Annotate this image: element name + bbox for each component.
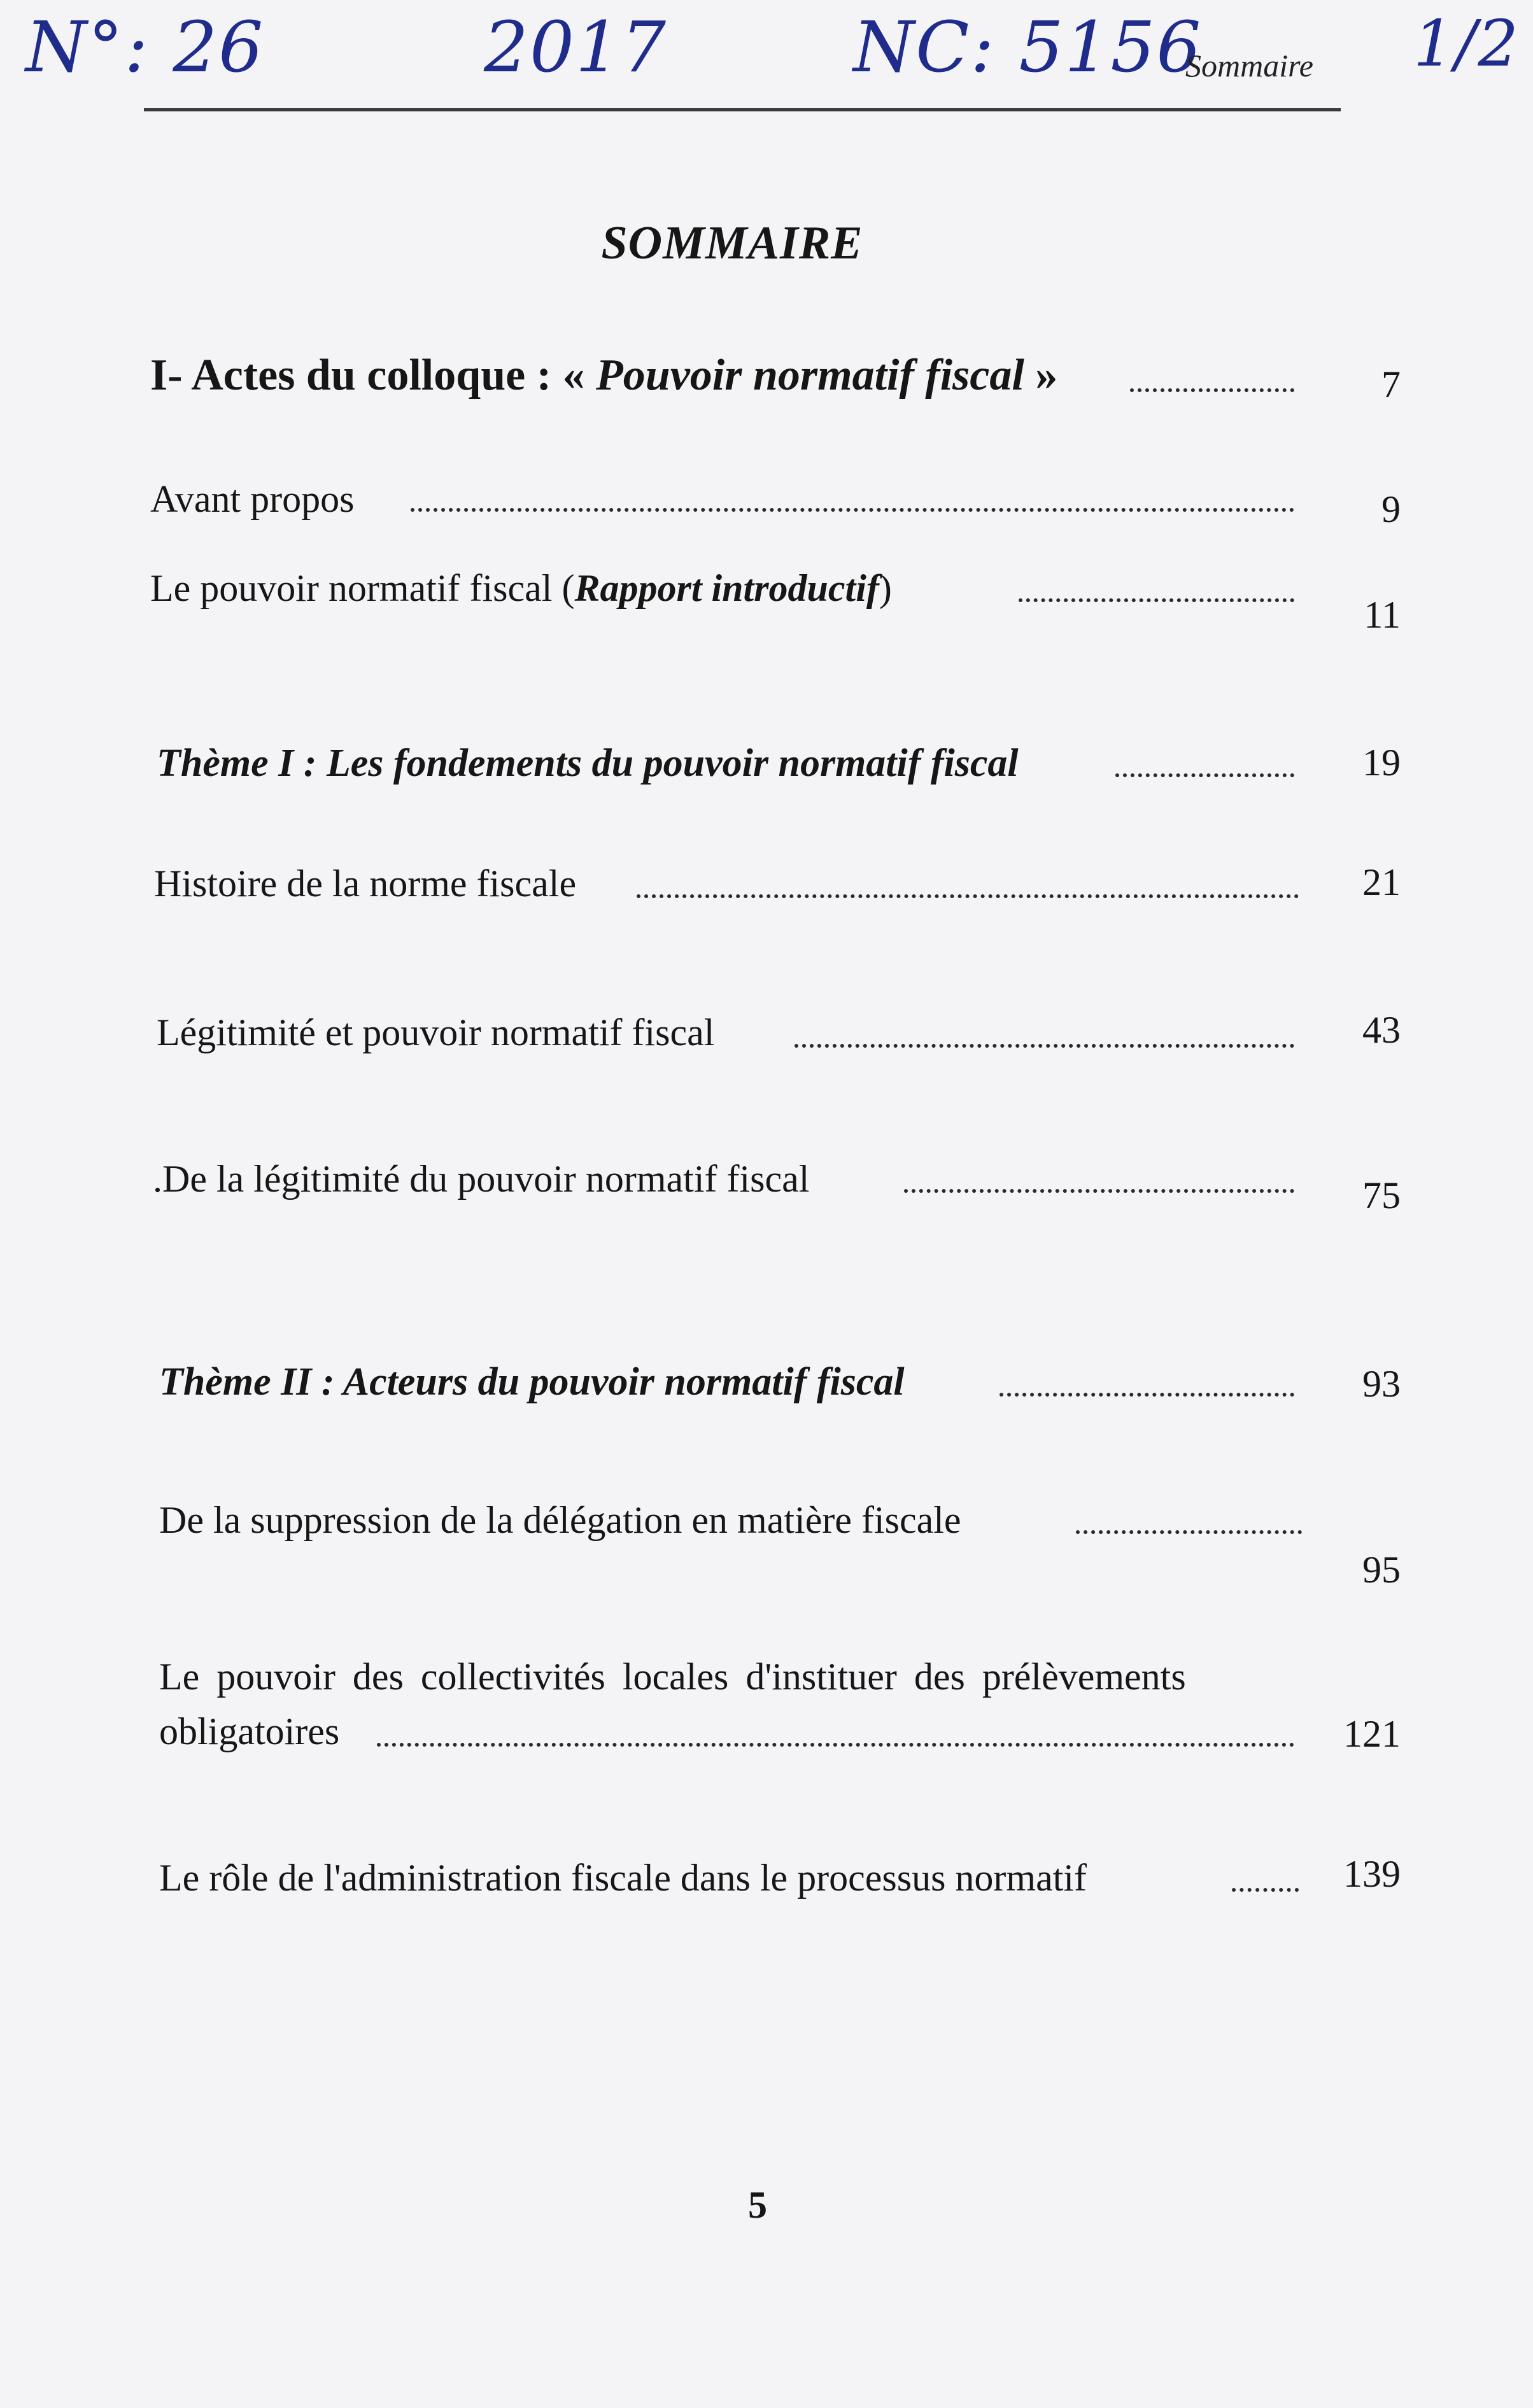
leader-dots (411, 508, 1294, 512)
page-number: 121 (1343, 1713, 1401, 1755)
header-rule (144, 108, 1341, 111)
handwritten-number: N°: 26 (25, 6, 265, 88)
toc-entry-title: Thème I : Les fondements du pouvoir normatif fiscal (157, 742, 1019, 785)
leader-dots (1019, 598, 1294, 602)
handwritten-catalog: NC: 5156 (853, 6, 1203, 88)
toc-entry-title: .De la légitimité du pouvoir normatif fiscal (153, 1158, 810, 1200)
leader-dots (1130, 388, 1294, 392)
toc-entry-title: Le rôle de l'administration fiscale dans le processus normatif (159, 1857, 1087, 1899)
page-number: 7 (1381, 363, 1401, 405)
page-number: 21 (1362, 861, 1401, 903)
page-number: 9 (1381, 488, 1401, 530)
page-number: 43 (1362, 1009, 1401, 1051)
leader-dots (377, 1743, 1294, 1747)
handwritten-year: 2017 (484, 6, 667, 88)
leader-dots (795, 1044, 1294, 1048)
toc-entry-title: Avant propos (150, 478, 355, 520)
page-number: 139 (1343, 1853, 1401, 1895)
leader-dots (637, 894, 1299, 898)
page-number: 75 (1362, 1174, 1401, 1216)
page-title: SOMMAIRE (601, 217, 863, 269)
toc-entry-title-continued: obligatoires (159, 1710, 340, 1752)
leader-dots (1115, 773, 1294, 777)
toc-entry-title: Légitimité et pouvoir normatif fiscal (157, 1011, 715, 1053)
leader-dots (1076, 1530, 1302, 1534)
toc-entry-title: Le pouvoir normatif fiscal (Rapport introductif) (150, 567, 892, 609)
handwritten-part: 1/2 (1413, 6, 1520, 81)
page-number: 11 (1364, 594, 1401, 636)
running-header: Sommaire (1185, 48, 1313, 83)
page-number: 19 (1362, 742, 1401, 784)
page-folio: 5 (748, 2184, 767, 2226)
toc-entry-title: Histoire de la norme fiscale (154, 863, 577, 905)
toc-entry-title: Thème II : Acteurs du pouvoir normatif fiscal (159, 1360, 905, 1404)
toc-entry-title: De la suppression de la délégation en matière fiscale (159, 1499, 961, 1541)
toc-entry-title: I- Actes du colloque : « Pouvoir normatif fiscal » (150, 351, 1058, 400)
leader-dots (904, 1189, 1294, 1193)
page-number: 95 (1362, 1549, 1401, 1591)
toc-entry-title: Le pouvoir des collectivités locales d'instituer des prélèvements (159, 1656, 1186, 1698)
page-number: 93 (1362, 1363, 1401, 1405)
leader-dots (1000, 1393, 1294, 1397)
